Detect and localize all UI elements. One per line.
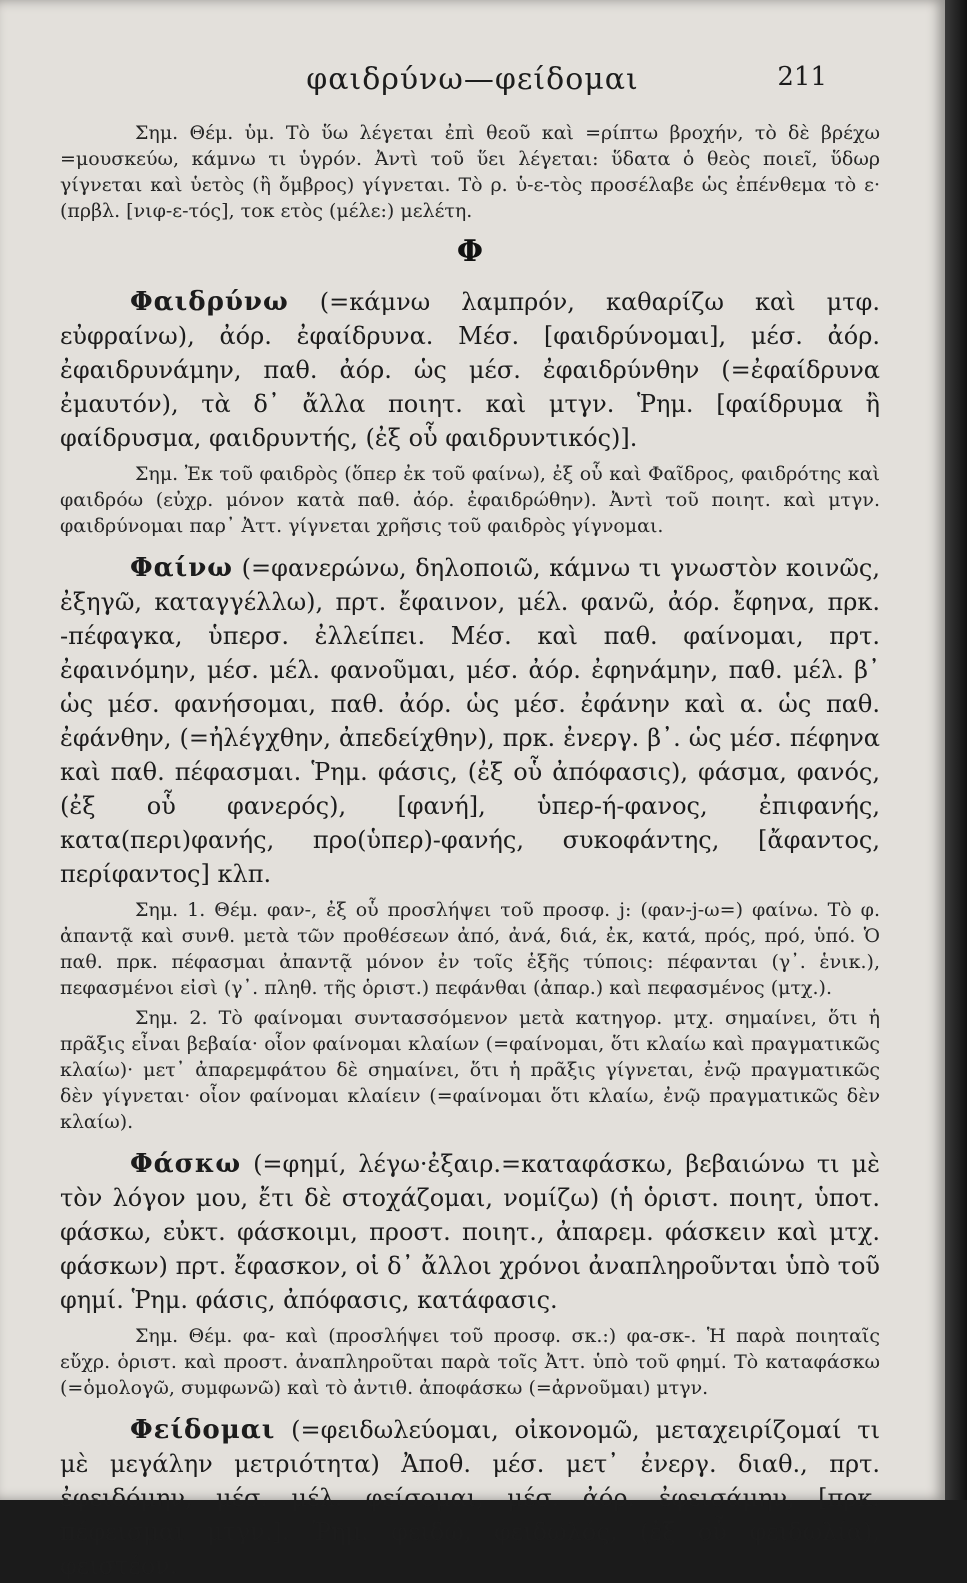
entry-text: (=κάμνω λαμπρόν, καθαρίζω καὶ μτφ. εὐφραίνω), ἀόρ. ἐφαίδρυνα. Μέσ. [φαιδρύνομαι], μέσ. ἀόρ. ἐφαιδρυνάμην, παθ. ἀόρ. ὡς μέσ. ἐφαιδρύνθην (=ἐφαίδρυνα ἐμαυτόν), τὰ δ᾽ ἄλλα ποιητ. καὶ μτγν. Ῥημ. [φαίδρυμα ἢ φαίδρυσμα, φαιδρυντής, (ἐξ οὗ φαιδρυντικός)]. (60, 288, 880, 452)
entry-note: Σημ. 1. Θέμ. φαν-, ἐξ οὗ προσλήψει τοῦ προσφ. j: (φαν-j-ω=) φαίνω. Τὸ φ. ἀπαντᾷ καὶ συνθ. μετὰ τῶν προθέσεων ἀπό, ἀνά, διά, ἐκ, κατά, πρός, πρό, ὑπό. Ὁ παθ. πρκ. πέφασμαι ἀπαντᾷ μόνον ἐν τοῖς ἑξῆς τύποις: πέφανται (γ᾽. ἑνικ.), πεφασμένοι εἰσὶ (γ᾽. πληθ. τῆς ὁριστ.) πεφάνθαι (ἀπαρ.) καὶ πεφασμένος (μτχ.). (60, 899, 880, 999)
page-number: 211 (777, 62, 827, 92)
section-letter: Φ (456, 234, 484, 269)
note-continued: Σημ. Θέμ. ὑμ. Τὸ ὕω λέγεται ἐπὶ θεοῦ καὶ =ρίπτω βροχήν, τὸ δὲ βρέχω =μουσκεύω, κάμνω τι ὑγρόν. Ἀντὶ τοῦ ὕει λέγεται: ὕδατα ὁ θεὸς ποιεῖ, ὕδωρ γίγνεται καὶ ὑετὸς (ἢ ὄμβρος) γίγνεται. Τὸ ρ. ὑ-ε-τὸς προσέλαβε ὡς ἐπένθεμα τὸ ε· (πρβλ. [νιφ-ε-τός], τοκ ετὸς (μέλε:) μελέτη. (60, 122, 880, 222)
entry-note: Σημ. Ἐκ τοῦ φαιδρὸς (ὅπερ ἐκ τοῦ φαίνω), ἐξ οὗ καὶ Φαῖδρος, φαιδρότης καὶ φαιδρόω (εὐχρ. μόνον κατὰ παθ. ἀόρ. ἐφαιδρώθην). Ἀντὶ τοῦ ποιητ. καὶ μτγν. φαιδρύνομαι παρ᾽ Ἀττ. γίγνεται χρῆσις τοῦ φαιδρὸς γίγνομαι. (60, 463, 880, 537)
dictionary-entry (60, 1413, 880, 1583)
entry-lemma: Φαιδρύνω (130, 287, 289, 317)
entry-lemma: Φαίνω (130, 553, 234, 583)
entry-note: Σημ. Θέμ. φα- καὶ (προσλήψει τοῦ προσφ. σκ.:) φα-σκ-. Ἡ παρὰ ποιηταῖς εὔχρ. ὁριστ. καὶ προστ. ἀναπληροῦται παρὰ τοῖς Ἀττ. ὑπὸ τοῦ φημί. Τὸ καταφάσκω (=ὁμολογῶ, συμφωνῶ) καὶ τὸ ἀντιθ. ἀποφάσκω (=ἀρνοῦμαι) μτγν. (60, 1325, 880, 1399)
running-title: φαιδρύνω—φείδομαι (306, 62, 639, 97)
dictionary-entry (60, 285, 880, 455)
entry-note: Σημ. 2. Τὸ φαίνομαι συντασσόμενον μετὰ κατηγορ. μτχ. σημαίνει, ὅτι ἡ πρᾶξις εἶναι βεβαία· οἷον φαίνομαι κλαίων (=φαίνομαι, ὅτι κλαίω καὶ πραγματικῶς κλαίω)· μετ᾽ ἀπαρεμφάτου δὲ σημαίνει, ὅτι ἡ πρᾶξις γίγνεται, ἐνῷ πραγματικῶς δὲν γίγνεται· οἷον φαίνομαι κλαίειν (=φαίνομαι ὅτι κλαίω, ἐνῷ πραγματικῶς δὲν κλαίω). (60, 1007, 880, 1133)
dictionary-entry (60, 551, 880, 891)
entry-lemma: Φείδομαι (130, 1415, 276, 1445)
entry-text: (=φημί, λέγω·ἐξαιρ.=καταφάσκω, βεβαιώνω τι μὲ τὸν λόγον μου, ἔτι δὲ στοχάζομαι, νομίζω) (ἡ ὁριστ. ποιητ, ὑποτ. φάσκω, εὐκτ. φάσκοιμι, προστ. ποιητ., ἀπαρεμ. φάσκειν καὶ μτχ. φάσκων) πρτ. ἔφασκον, οἱ δ᾽ ἄλλοι χρόνοι ἀναπληροῦνται ὑπὸ τοῦ φημί. Ῥημ. φάσις, ἀπόφασις, κατάφασις. (60, 1150, 880, 1314)
entry-lemma: Φάσκω (130, 1149, 242, 1179)
page-content (60, 120, 880, 1583)
book-spine-edge (945, 0, 967, 1500)
entry-text: (=φανερώνω, δηλοποιῶ, κάμνω τι γνωστὸν κοινῶς, ἐξηγῶ, καταγγέλλω), πρτ. ἔφαινον, μέλ. φανῶ, ἀόρ. ἔφηνα, πρκ. -πέφαγκα, ὑπερσ. ἐλλείπει. Μέσ. καὶ παθ. φαίνομαι, πρτ. ἐφαινόμην, μέσ. μέλ. φανοῦμαι, μέσ. ἀόρ. ἐφηνάμην, παθ. μέλ. β᾽ ὡς μέσ. φανήσομαι, παθ. ἀόρ. ὡς μέσ. ἐφάνην καὶ α. ὡς παθ. ἐφάνθην, (=ἠλέγχθην, ἀπεδείχθην), πρκ. ἐνεργ. β᾽. ὡς μέσ. πέφηνα καὶ παθ. πέφασμαι. Ῥημ. φάσις, (ἐξ οὗ ἀπόφασις), φάσμα, φανός, (ἐξ οὗ φανερός), [φανή], ὑπερ-ή-φανος, ἐπιφανής, κατα(περι)φανής, προ(ὑπερ)-φανής, συκοφάντης, [ἄφαντος, περίφαντος] κλπ. (60, 554, 880, 888)
page-header (0, 62, 945, 102)
dictionary-entry (60, 1147, 880, 1317)
entry-text: (=φειδωλεύομαι, οἰκονομῶ, μεταχειρίζομαί τι μὲ μεγάλην μετριότητα) Ἀποθ. μέσ. μετ᾽ ἐνεργ. διαθ., πρτ. ἐφειδόμην, μέσ. μέλ. φείσομαι, μέσ. ἀόρ. ἐφεισάμην, [πρκ. πέφεισμαι μτγν.]. Ῥημ. φειδώ, φειδωλός, (ἐξ οὗ φειδωλία), φειστέον. (60, 1416, 880, 1580)
